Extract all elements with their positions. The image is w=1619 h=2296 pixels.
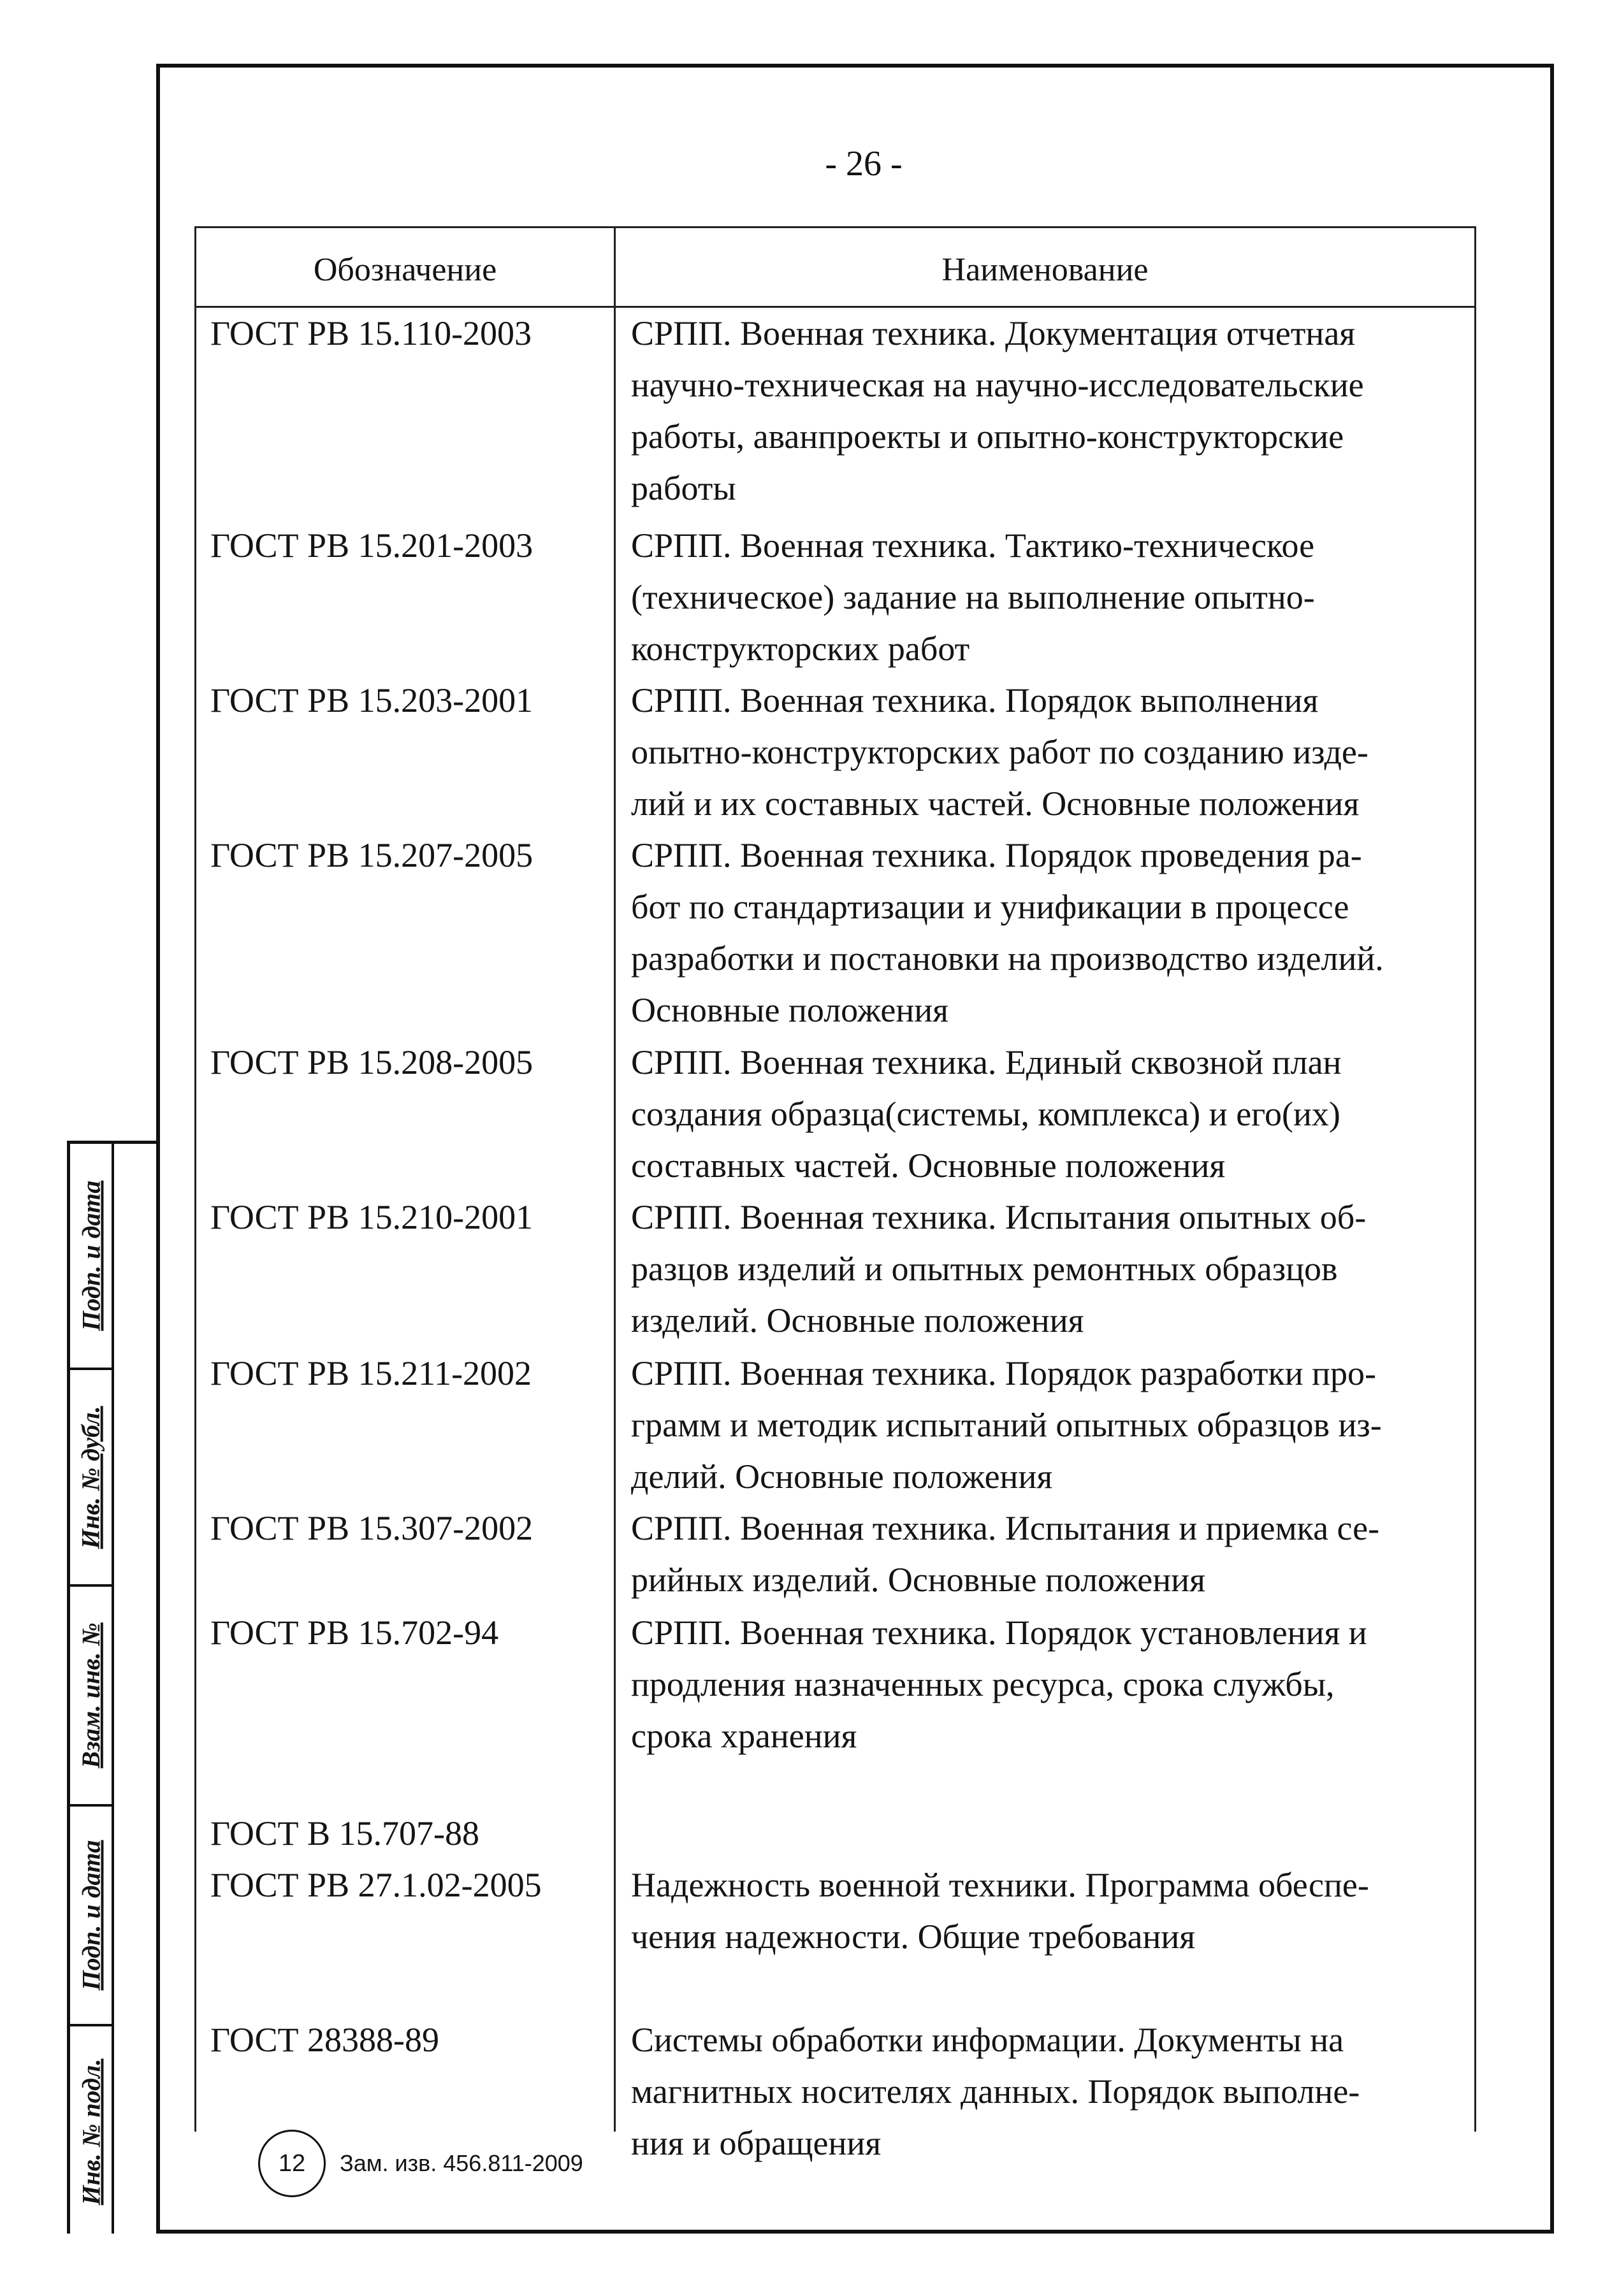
standard-name bbox=[631, 675, 1466, 830]
stamp-label-sign-date-bottom: Подп. и дата bbox=[76, 1840, 106, 1991]
standard-name-line: СРПП. Военная техника. Порядок проведения ра- bbox=[631, 836, 1362, 874]
standards-table bbox=[194, 226, 1476, 2162]
standard-name-line: срока хранения bbox=[631, 1717, 857, 1755]
standard-name-line: ния и обращения bbox=[631, 2124, 882, 2162]
standard-name-line: делий. Основные положения bbox=[631, 1457, 1053, 1496]
standard-name-line: СРПП. Военная техника. Тактико-техническое bbox=[631, 526, 1315, 565]
standard-name-line: СРПП. Военная техника. Документация отчетная bbox=[631, 314, 1356, 352]
standard-name-line: СРПП. Военная техника. Испытания и приемка се- bbox=[631, 1509, 1380, 1547]
stamp-label-replacement-inv: Взам. инв. № bbox=[76, 1622, 105, 1768]
page-number: - 26 - bbox=[825, 144, 903, 184]
stamp-cell-original-inv bbox=[70, 2026, 112, 2237]
stamp-cell-sign-date-bottom bbox=[70, 1807, 112, 2026]
standard-name-line: конструкторских работ bbox=[631, 630, 970, 668]
standard-name-line: продления назначенных ресурса, срока службы, bbox=[631, 1665, 1335, 1703]
standard-name-line: (техническое) задание на выполнение опытно- bbox=[631, 578, 1315, 616]
standard-name-line: бот по стандартизации и унификации в процессе bbox=[631, 888, 1349, 926]
standard-name-line: СРПП. Военная техника. Порядок установления и bbox=[631, 1614, 1367, 1652]
standard-designation: ГОСТ РВ 15.307-2002 bbox=[210, 1509, 534, 1547]
stamp-cell-replacement-inv bbox=[70, 1587, 112, 1807]
standard-designation: ГОСТ РВ 15.702-94 bbox=[210, 1614, 499, 1652]
standard-name-line: Надежность военной техники. Программа обеспе- bbox=[631, 1866, 1369, 1904]
revision-text: Зам. изв. 456.811-2009 bbox=[340, 2150, 583, 2176]
revision-number: 12 bbox=[258, 2130, 326, 2197]
stamp-label-duplicate-inv: Инв. № дубл. bbox=[76, 1405, 106, 1549]
standard-name-line: рийных изделий. Основные положения bbox=[631, 1561, 1205, 1599]
stamp-cell-sign-date-top bbox=[70, 1144, 112, 1370]
standard-name-line: СРПП. Военная техника. Порядок выполнения bbox=[631, 681, 1319, 719]
standard-name-line: СРПП. Военная техника. Единый сквозной план bbox=[631, 1043, 1342, 1081]
standard-designation: ГОСТ РВ 27.1.02-2005 bbox=[210, 1866, 542, 1904]
standard-name-line: Основные положения bbox=[631, 991, 948, 1029]
stamp-cell-duplicate-inv bbox=[70, 1370, 112, 1587]
standard-name-line: лий и их составных частей. Основные положения bbox=[631, 784, 1360, 823]
standard-name-line: СРПП. Военная техника. Порядок разработки про- bbox=[631, 1354, 1377, 1392]
standard-name-line: разработки и постановки на производство изделий. bbox=[631, 939, 1384, 978]
standard-designation: ГОСТ РВ 15.110-2003 bbox=[210, 314, 532, 352]
standard-name bbox=[631, 1348, 1466, 1503]
standard-name-line: составных частей. Основные положения bbox=[631, 1146, 1226, 1185]
standard-name-line: чения надежности. Общие требования bbox=[631, 1917, 1196, 1956]
standard-name-line: научно-техническая на научно-исследовательские bbox=[631, 366, 1364, 404]
standard-designation: ГОСТ РВ 15.203-2001 bbox=[210, 681, 534, 719]
stamp-label-sign-date-top: Подп. и дата bbox=[76, 1180, 106, 1331]
standard-name-line: изделий. Основные положения bbox=[631, 1301, 1084, 1339]
column-divider bbox=[614, 228, 616, 2132]
standard-name-line: разцов изделий и опытных ремонтных образцов bbox=[631, 1250, 1338, 1288]
stamp-label-original-inv: Инв. № подл. bbox=[76, 2058, 106, 2205]
standard-designation: ГОСТ РВ 15.208-2005 bbox=[210, 1043, 534, 1081]
standard-name-line: работы bbox=[631, 469, 736, 507]
standard-designation: ГОСТ РВ 15.210-2001 bbox=[210, 1198, 534, 1236]
table-header bbox=[196, 228, 1474, 308]
standard-name bbox=[631, 1859, 1466, 1963]
standard-name bbox=[631, 1037, 1466, 1192]
standard-name-line: создания образца(системы, комплекса) и его(их) bbox=[631, 1095, 1340, 1133]
standard-designation: ГОСТ В 15.707-88 bbox=[210, 1814, 480, 1852]
standard-name-line: магнитных носителях данных. Порядок выполне- bbox=[631, 2072, 1360, 2111]
standard-name bbox=[631, 308, 1466, 514]
standard-designation: ГОСТ РВ 15.211-2002 bbox=[210, 1354, 532, 1392]
stamp-strip bbox=[67, 1141, 156, 2234]
standard-designation: ГОСТ РВ 15.201-2003 bbox=[210, 526, 534, 565]
header-designation: Обозначение bbox=[313, 252, 497, 288]
standard-name-line: Системы обработки информации. Документы на bbox=[631, 2021, 1344, 2059]
standard-name bbox=[631, 1607, 1466, 1762]
standard-designation: ГОСТ РВ 15.207-2005 bbox=[210, 836, 534, 874]
standard-name bbox=[631, 2014, 1466, 2169]
standard-name-line: грамм и методик испытаний опытных образцов из- bbox=[631, 1406, 1382, 1444]
stamp-column-divider bbox=[112, 1144, 114, 2234]
standard-name bbox=[631, 520, 1466, 675]
standard-designation: ГОСТ 28388-89 bbox=[210, 2021, 440, 2059]
standard-name-line: работы, аванпроекты и опытно-конструкторские bbox=[631, 417, 1344, 456]
revision-note bbox=[258, 2125, 583, 2202]
standard-name bbox=[631, 830, 1466, 1036]
standard-name-line: СРПП. Военная техника. Испытания опытных об- bbox=[631, 1198, 1367, 1236]
standard-name-line: опытно-конструкторских работ по созданию изде- bbox=[631, 733, 1369, 771]
standard-name bbox=[631, 1503, 1466, 1606]
standard-name bbox=[631, 1192, 1466, 1347]
header-name: Наименование bbox=[941, 252, 1149, 288]
